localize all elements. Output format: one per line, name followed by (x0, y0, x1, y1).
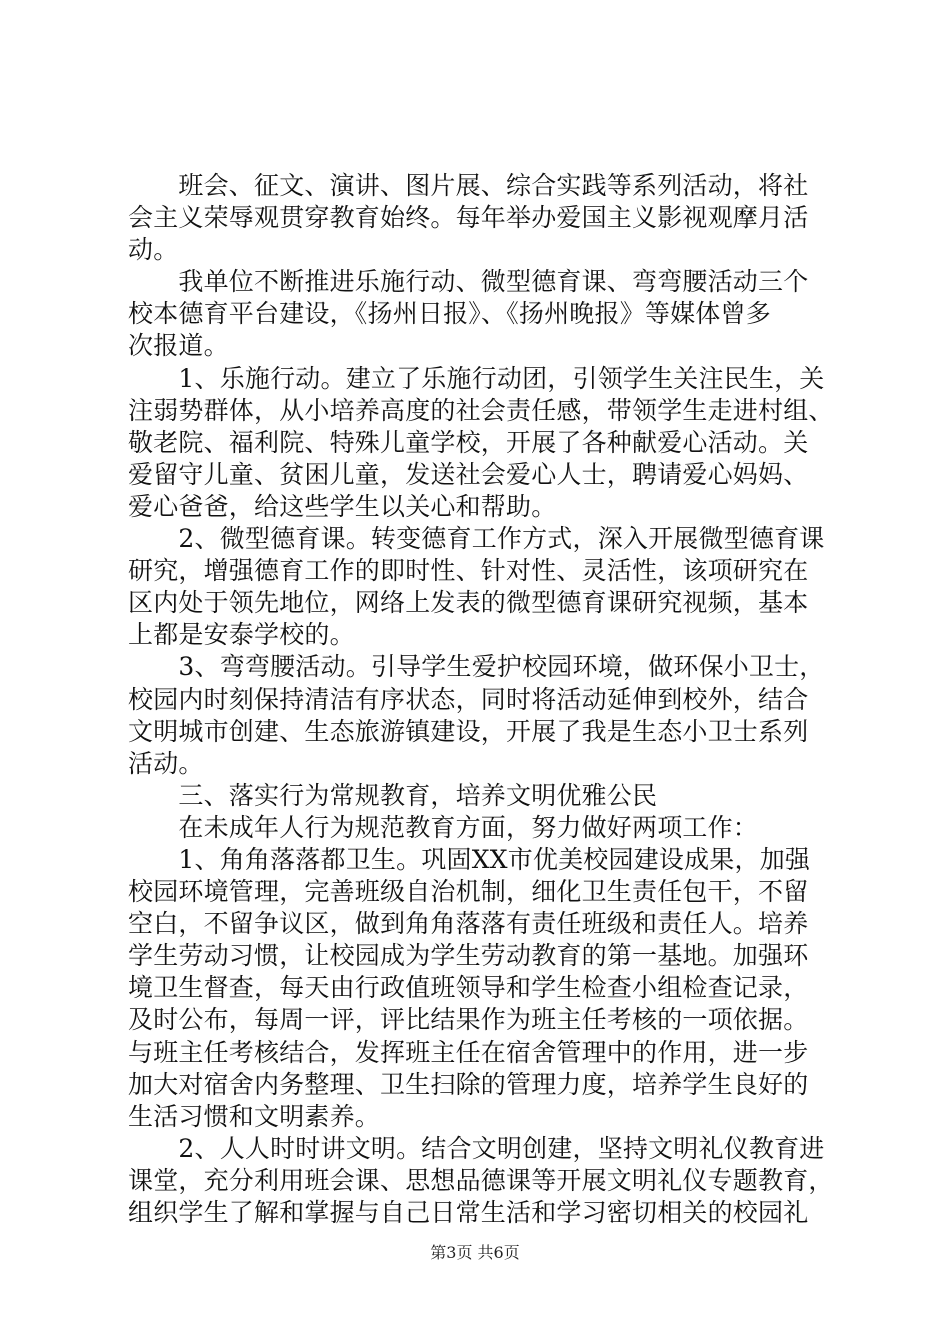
text-line: 1、角角落落都卫生。巩固XX市优美校园建设成果，加强 (128, 844, 811, 874)
text-line: 活动。 (128, 748, 204, 778)
text-line: 2、微型德育课。转变德育工作方式，深入开展微型德育课 (128, 524, 825, 554)
text-line: 3、弯弯腰活动。引导学生爱护校园环境，做环保小卫士， (128, 652, 825, 682)
text-line: 会主义荣辱观贯穿教育始终。每年举办爱国主义影视观摩月活 (128, 203, 809, 233)
text-line: 注弱势群体，从小培养高度的社会责任感，带领学生走进村组、 (128, 395, 834, 425)
text-line: 上都是安泰学校的。 (128, 620, 355, 650)
text-line: 及时公布，每周一评，评比结果作为班主任考核的一项依据。 (128, 1005, 809, 1035)
text-line: 2、人人时时讲文明。结合文明创建，坚持文明礼仪教育进 (128, 1133, 825, 1163)
text-line: 境卫生督查，每天由行政值班领导和学生检查小组检查记录， (128, 973, 809, 1003)
text-line: 空白，不留争议区，做到角角落落有责任班级和责任人。培养 (128, 909, 809, 939)
text-line: 生活习惯和文明素养。 (128, 1101, 381, 1131)
body-text (128, 170, 832, 1229)
text-line: 爱留守儿童、贫困儿童，发送社会爱心人士，聘请爱心妈妈、 (128, 459, 809, 489)
text-line: 学生劳动习惯，让校园成为学生劳动教育的第一基地。加强环 (128, 941, 809, 971)
text-line: 区内处于领先地位，网络上发表的微型德育课研究视频，基本 (128, 588, 809, 618)
text-line: 加大对宿舍内务整理、卫生扫除的管理力度，培养学生良好的 (128, 1069, 809, 1099)
text-line: 校本德育平台建设，《扬州日报》、《扬州晚报》等媒体曾多 (128, 299, 771, 329)
text-line: 校园环境管理，完善班级自治机制，细化卫生责任包干，不留 (128, 877, 809, 907)
text-line: 校园内时刻保持清洁有序状态，同时将活动延伸到校外，结合 (128, 684, 809, 714)
text-line: 我单位不断推进乐施行动、微型德育课、弯弯腰活动三个 (128, 267, 809, 297)
text-line: 组织学生了解和掌握与自己日常生活和学习密切相关的校园礼 (128, 1198, 809, 1227)
text-line: 文明城市创建、生态旅游镇建设，开展了我是生态小卫士系列 (128, 716, 809, 746)
text-line: 在未成年人行为规范教育方面，努力做好两项工作： (128, 812, 759, 842)
text-line: 班会、征文、演讲、图片展、综合实践等系列活动，将社 (128, 171, 809, 200)
text-line: 敬老院、福利院、特殊儿童学校，开展了各种献爱心活动。关 (128, 427, 809, 457)
page-footer: 第3页 共6页 (430, 1243, 520, 1262)
text-line: 研究，增强德育工作的即时性、针对性、灵活性，该项研究在 (128, 556, 809, 586)
section-heading: 三、落实行为常规教育，培养文明优雅公民 (128, 780, 658, 810)
text-line: 1、乐施行动。建立了乐施行动团，引领学生关注民生，关 (128, 363, 825, 393)
text-line: 次报道。 (128, 331, 229, 361)
text-line: 课堂，充分利用班会课、思想品德课等开展文明礼仪专题教育， (128, 1165, 834, 1195)
text-line: 爱心爸爸，给这些学生以关心和帮助。 (128, 491, 557, 521)
text-line: 与班主任考核结合，发挥班主任在宿舍管理中的作用，进一步 (128, 1037, 809, 1067)
text-line: 动。 (128, 235, 179, 265)
